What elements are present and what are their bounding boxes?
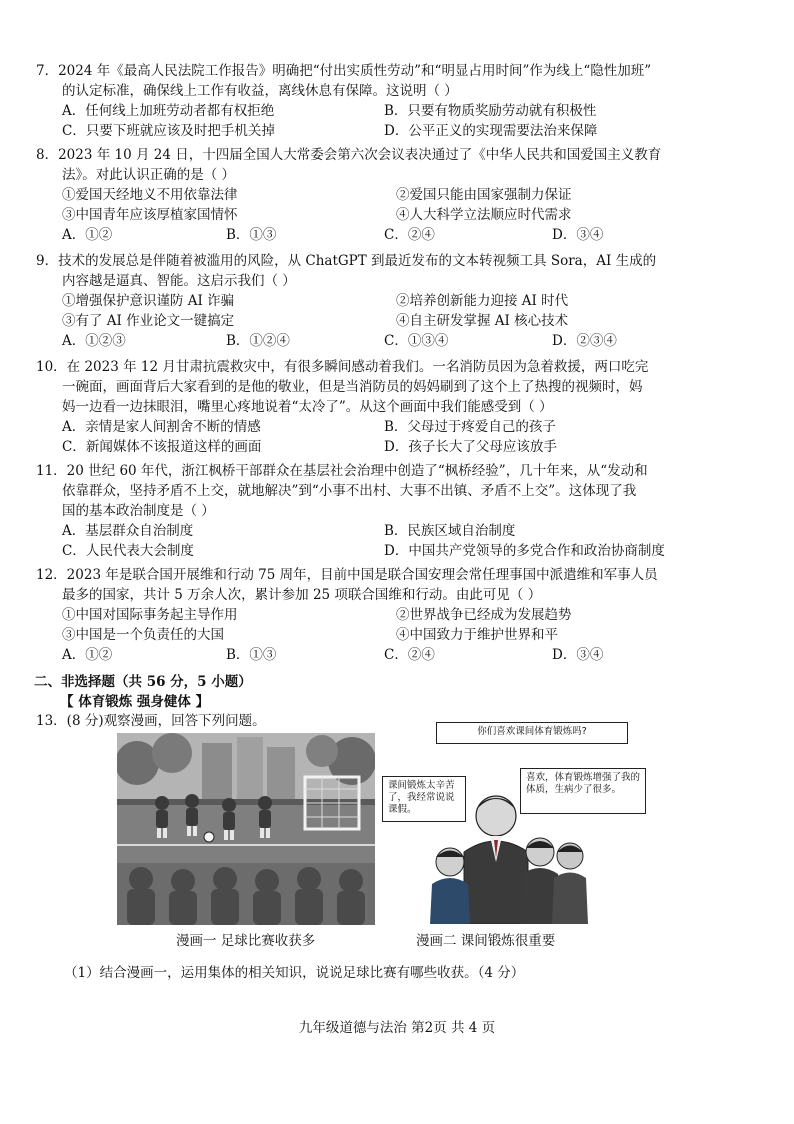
q12-stem-line1: 12．2023 年是联合国开展维和行动 75 周年，目前中国是联合国安理会常任理事国中派遣维和军事人员 [36, 567, 658, 583]
q11-stem-line2: 依靠群众，坚持矛盾不上交，就地解决”到“小事不出村、大事不出镇、矛盾不上交”。这体现了我 [62, 483, 637, 499]
speech-bubble-question: 你们喜欢课间体育锻炼吗? [436, 722, 628, 744]
q12-statement-4: ④中国致力于维护世界和平 [396, 627, 558, 643]
q8-option-b: B．①③ [226, 227, 277, 243]
q9-stem-line1: 9．技术的发展总是伴随着被滥用的风险，从 ChatGPT 到最近发布的文本转视频工具 Sora，AI 生成的 [36, 253, 657, 269]
q8-statement-4: ④人大科学立法顺应时代需求 [396, 207, 572, 223]
q12-option-a: A．①② [62, 647, 113, 663]
q8-option-a: A．①② [62, 227, 113, 243]
q9-statement-3: ③有了 AI 作业论文一键搞定 [62, 313, 235, 329]
q11-stem-line1: 11．20 世纪 60 年代，浙江枫桥干部群众在基层社会治理中创造了“枫桥经验”，几十年来，从“发动和 [36, 463, 648, 479]
q11-stem-line3: 国的基本政治制度是（ ） [62, 503, 215, 519]
q7-option-b: B．只要有物质奖励劳动就有积极性 [384, 103, 597, 119]
q11-option-a: A．基层群众自治制度 [62, 523, 194, 539]
q9-option-b: B．①②④ [226, 333, 290, 349]
q12-statement-1: ①中国对国际事务起主导作用 [62, 607, 238, 623]
q7-option-c: C．只要下班就应该及时把手机关掉 [62, 123, 275, 139]
speech-bubble-left: 课间锻炼太辛苦了，我经常说说课假。 [382, 776, 466, 822]
q11-option-c: C．人民代表大会制度 [62, 543, 194, 559]
q12-option-b: B．①③ [226, 647, 277, 663]
comic-two-caption: 漫画二 课间锻炼很重要 [416, 933, 556, 949]
q10-option-b: B．父母过于疼爱自己的孩子 [384, 419, 556, 435]
q7-stem-line1: 7．2024 年《最高人民法院工作报告》明确把“付出实质性劳动”和“明显占用时间”作为线上“隐性加班” [36, 63, 652, 79]
section-heading: 二、非选择题（共 56 分，5 小题） [34, 674, 252, 690]
q8-stem-line1: 8．2023 年 10 月 24 日，十四届全国人大常委会第六次会议表决通过了《中华人民共和国爱国主义教育 [36, 147, 662, 163]
q10-stem-line1: 10．在 2023 年 12 月甘肃抗震救灾中，有很多瞬间感动着我们。一名消防员因为急着救援，两口吃完 [36, 359, 649, 375]
q7-stem-line2: 的认定标准，确保线上工作有收益，离线休息有保障。这说明（ ） [62, 83, 458, 99]
q9-option-d: D．②③④ [552, 333, 617, 349]
q7-option-a: A．任何线上加班劳动者都有权拒绝 [62, 103, 275, 119]
q12-option-c: C．②④ [384, 647, 435, 663]
q8-option-d: D．③④ [552, 227, 604, 243]
q8-stem-line2: 法》。对此认识正确的是（ ） [62, 167, 236, 183]
q8-statement-2: ②爱国只能由国家强制力保证 [396, 187, 572, 203]
q13-subquestion-1: （1）结合漫画一，运用集体的相关知识，说说足球比赛有哪些收获。（4 分） [64, 965, 525, 981]
football-match-illustration [117, 733, 375, 925]
q11-option-b: B．民族区域自治制度 [384, 523, 516, 539]
q9-statement-1: ①增强保护意识谨防 AI 诈骗 [62, 293, 235, 309]
q12-statement-3: ③中国是一个负责任的大国 [62, 627, 224, 643]
q9-option-c: C．①③④ [384, 333, 449, 349]
comic-one-image [117, 733, 375, 925]
q12-statement-2: ②世界战争已经成为发展趋势 [396, 607, 572, 623]
q13-stem: 13．(8 分)观察漫画，回答下列问题。 [36, 713, 266, 729]
theme-heading: 【 体育锻炼 强身健体 】 [60, 694, 210, 710]
page-footer: 九年级道德与法治 第2页 共 4 页 [298, 1020, 496, 1036]
q7-option-d: D．公平正义的实现需要法治来保障 [384, 123, 598, 139]
q10-option-c: C．新闻媒体不该报道这样的画面 [62, 439, 262, 455]
comic-one-caption: 漫画一 足球比赛收获多 [176, 933, 316, 949]
q10-stem-line2: 一碗面，画面背后大家看到的是他的敬业，但是当消防员的妈妈刷到了这个上了热搜的视频时，妈 [62, 379, 643, 395]
q9-stem-line2: 内容越是逼真、智能。这启示我们（ ） [62, 273, 296, 289]
q12-option-d: D．③④ [552, 647, 604, 663]
q10-option-d: D．孩子长大了父母应该放手 [384, 439, 557, 455]
q10-option-a: A．亲情是家人间割舍不断的情感 [62, 419, 261, 435]
speech-bubble-right: 喜欢，体育锻炼增强了我的体质，生病少了很多。 [520, 768, 646, 814]
q9-statement-2: ②培养创新能力迎接 AI 时代 [396, 293, 569, 309]
q9-option-a: A．①②③ [62, 333, 126, 349]
q12-stem-line2: 最多的国家，共计 5 万余人次，累计参加 25 项联合国维和行动。由此可见（ ） [62, 587, 542, 603]
q8-option-c: C．②④ [384, 227, 435, 243]
q9-statement-4: ④自主研发掌握 AI 核心技术 [396, 313, 569, 329]
q11-option-d: D．中国共产党领导的多党合作和政治协商制度 [384, 543, 665, 559]
q8-statement-1: ①爱国天经地义不用依靠法律 [62, 187, 238, 203]
q8-statement-3: ③中国青年应该厚植家国情怀 [62, 207, 238, 223]
q10-stem-line3: 妈一边看一边抹眼泪，嘴里心疼地说着“太冷了”。从这个画面中我们能感受到（ ） [62, 399, 553, 415]
comic-two-image [380, 712, 652, 924]
